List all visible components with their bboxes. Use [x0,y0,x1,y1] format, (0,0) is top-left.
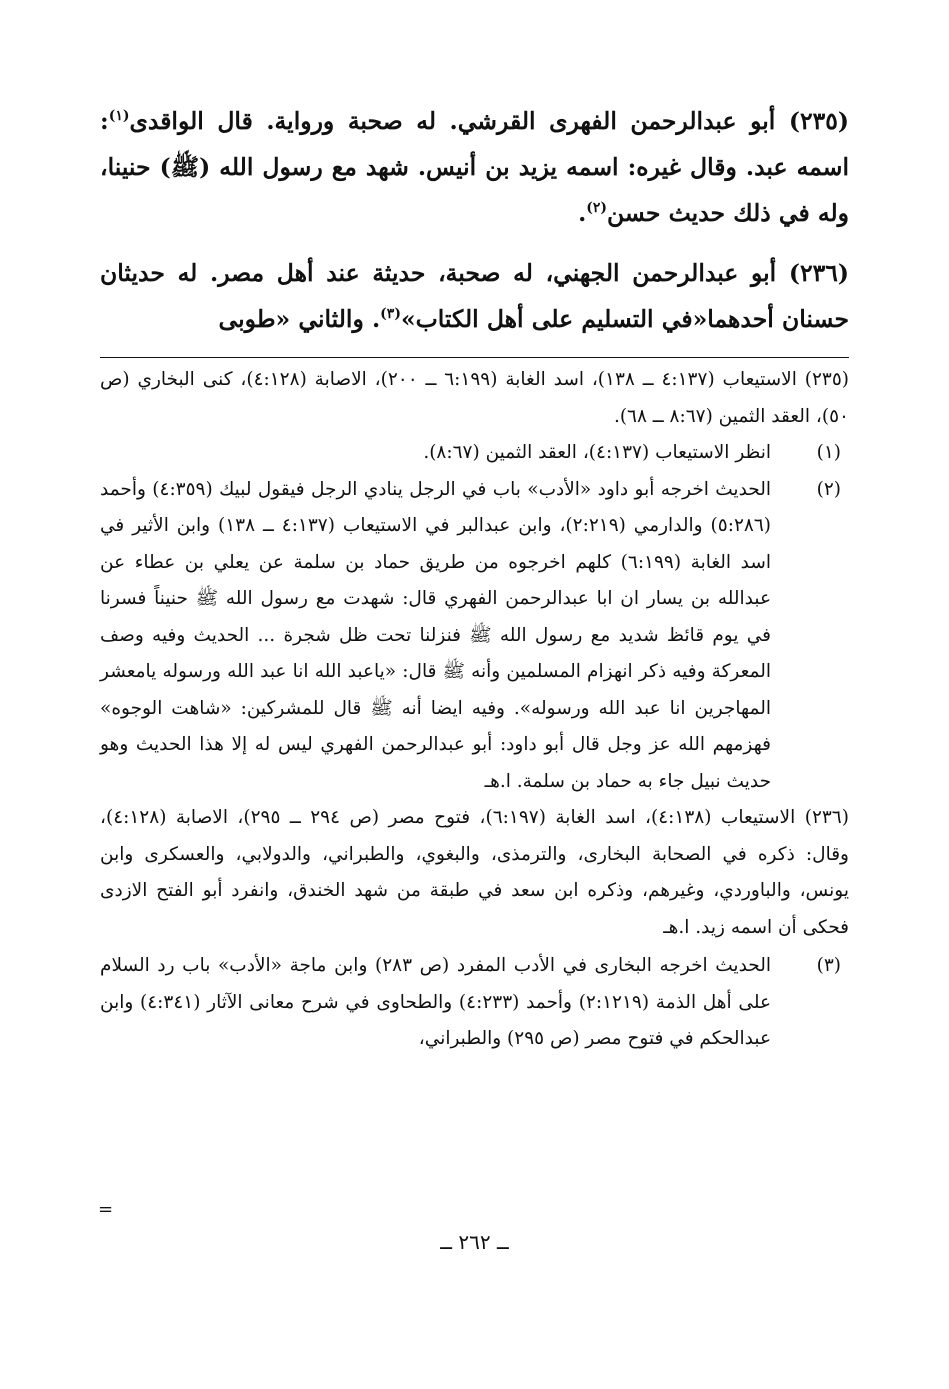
paragraph-235-end: . [578,199,587,227]
footnote-text: الاستيعاب (٤:١٣٧ ــ ١٣٨)، اسد الغابة (٦:١٩٩ ــ ٢٠٠)، الاصابة (٤:١٢٨)، كنى البخاري (ص ٥٠)، العقد الثمين (٨:٦٧ ــ ٦٨). [100,369,849,427]
paragraph-235 [100,98,849,236]
footnote-label: (٢٣٥) [804,369,850,390]
paragraph-236 [100,250,849,342]
main-text [100,98,849,342]
footnote-label: (٢٣٦) [804,807,849,828]
paragraph-236-end: . والثاني «طوبى [218,305,381,333]
footnote-source-235 [100,362,849,435]
footnote-label: (١) [816,442,841,463]
continuation-mark: = [98,1199,114,1220]
footnote-ref-2: (٢) [586,200,608,217]
footnote-text: الاستيعاب (٤:١٣٨)، اسد الغابة (٦:١٩٧)، فتوح مصر (ص ٢٩٤ ــ ٢٩٥)، الاصابة (٤:١٢٨)، وقال: ذكره في الصحابة البخارى، والترمذى، والبغوي، والطبراني، والدولابي، والعسكرى وابن يونس، والباوردي، وغيرهم، وذكره ابن سعد في طبقة من شهد الخندق، وانفرد أبو الفتح الازدى فحكى أن اسمه زيد. ا.هـ [100,807,849,938]
footnote-ref-1: (١) [108,108,130,125]
footnote-label: (٢) [816,478,841,500]
paragraph-235-text: (٢٣٥) أبو عبدالرحمن الفهرى القرشي. له صحبة ورواية. قال الواقدى [129,107,849,135]
paragraph-236-text: (٢٣٦) أبو عبدالرحمن الجهني، له صحبة، حديثة عند أهل مصر. له حديثان حسنان أحدهما«في التسليم على أهل الكتاب» [100,259,849,333]
footnotes [100,362,849,1058]
footnote-2 [100,472,849,801]
footnote-separator [100,357,849,358]
footnote-text: الحديث اخرجه البخارى في الأدب المفرد (ص ٢٨٣) وابن ماجة «الأدب» باب رد السلام على أهل الذمة (٢:١٢١٩) وأحمد (٤:٢٣٣) والطحاوى في شرح معانى الآثار (٤:٣٤١) وابن عبدالحكم في فتوح مصر (ص ٢٩٥) والطبراني، [100,955,771,1049]
footnote-text: انظر الاستيعاب (٤:١٣٧)، العقد الثمين (٨:٦٧). [423,442,771,463]
footnote-text: الحديث اخرجه أبو داود «الأدب» باب في الرجل ينادي الرجل فيقول لبيك (٤:٣٥٩) وأحمد (٥:٢٨٦) والدارمي (٢:٢١٩)، وابن عبدالبر في الاستيعاب (٤:١٣٧ ــ ١٣٨) وابن الأثير في اسد الغابة (٦:١٩٩) كلهم اخرجوه من طريق حماد بن سلمة عن يعلي بن عطاء عن عبدالله بن يسار ان ابا عبدالرحمن الفهري قال: شهدت مع رسول الله ﷺ حنيناً فسرنا في يوم قائظ شديد مع رسول الله ﷺ فنزلنا تحت ظل شجرة ... الحديث وفيه وصف المعركة وفيه ذكر انهزام المسلمين وأنه ﷺ قال: «ياعبد الله انا عبد الله ورسوله يامعشر المهاجرين انا عبد الله ورسوله». وفيه ايضا أنه ﷺ قال للمشركين: «شاهت الوجوه» فهزمهم الله عز وجل قال أبو داود: أبو عبدالرحمن الفهري ليس له إلا هذا الحديث وهو حديث نبيل جاء به حماد بن سلمة. ا.هـ [100,478,772,792]
footnote-label: (٣) [816,955,841,976]
page-number: ــ ٢٦٢ ــ [440,1230,509,1254]
footnote-1 [100,435,849,472]
footnote-source-236 [100,800,849,946]
footnote-3 [100,948,849,1058]
paragraph-235-text-b: : اسمه عبد. وقال غيره: اسمه يزيد بن أنيس. شهد مع رسول الله (ﷺ) حنينا، وله في ذلك حديث حسن [100,107,849,227]
footnote-ref-3: (٣) [380,306,401,323]
